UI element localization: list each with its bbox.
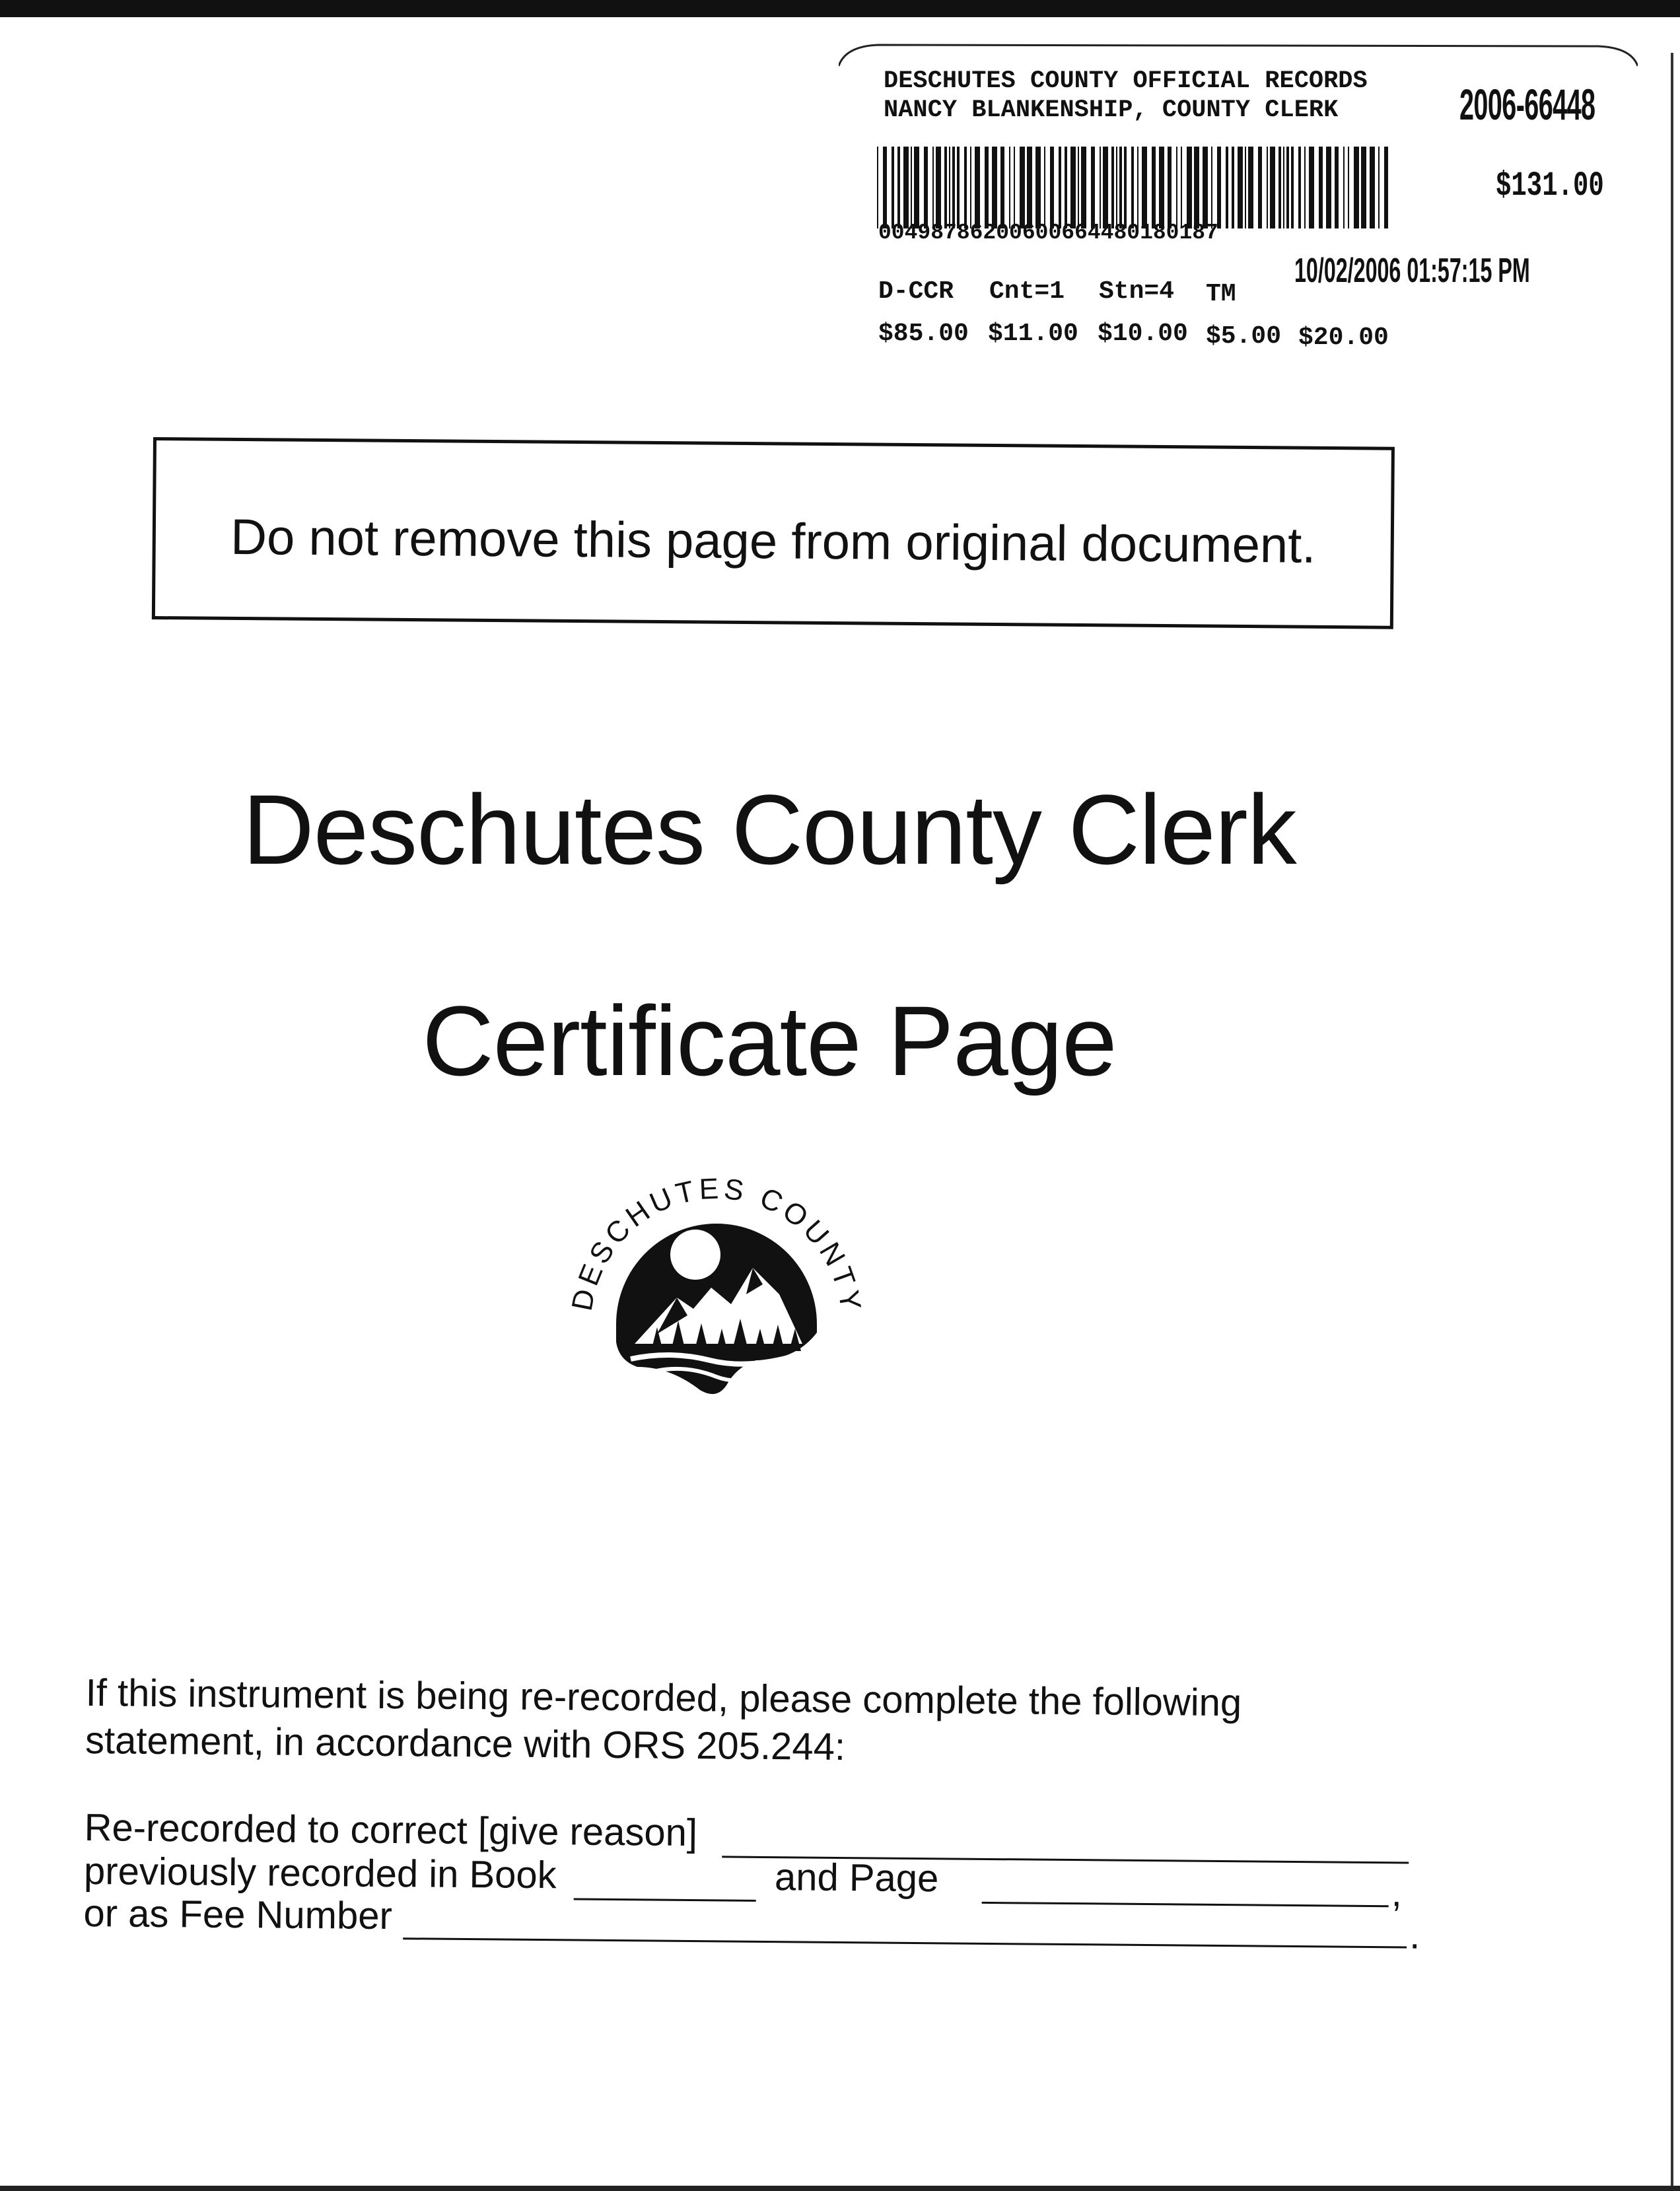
barcode-bar — [1103, 147, 1108, 228]
comma: , — [1391, 1871, 1403, 1915]
barcode-bar — [1009, 147, 1010, 228]
barcode-bar — [1211, 147, 1212, 228]
barcode-bar — [1044, 147, 1045, 228]
fee-code: TM — [1206, 280, 1236, 308]
barcode-bar — [964, 147, 967, 228]
rerecord-intro-line2: statement, in accordance with ORS 205.244: — [85, 1718, 846, 1769]
barcode-bar — [914, 147, 919, 228]
barcode-bar — [1326, 147, 1331, 228]
barcode-number: 00498786200600664480180187 — [878, 221, 1218, 245]
total-fee: $131.00 — [1496, 166, 1604, 205]
barcode-bar — [1384, 147, 1388, 228]
fee-number-label: or as Fee Number — [83, 1891, 393, 1938]
barcode-bar — [1081, 147, 1086, 228]
barcode-bar — [911, 147, 912, 228]
barcode-bar — [1119, 147, 1122, 228]
barcode-bar — [1059, 147, 1061, 228]
barcode-bar — [1335, 147, 1339, 228]
barcode-bar — [903, 147, 909, 228]
rerecord-intro-line1: If this instrument is being re-recorded, please complete the following — [85, 1671, 1242, 1725]
barcode-bar — [1348, 147, 1349, 228]
fee-code: Cnt=1 — [989, 277, 1065, 306]
barcode-bar — [970, 147, 971, 228]
barcode-bar — [1232, 147, 1234, 228]
barcode-bar — [1020, 147, 1025, 228]
barcode-bar — [1298, 147, 1301, 228]
rerecord-instructions — [85, 1669, 1242, 1774]
barcode-bar — [1194, 147, 1199, 228]
barcode-bar — [932, 147, 934, 228]
barcode-bar — [1078, 147, 1079, 228]
barcode-bar — [1370, 147, 1375, 228]
fee-amount: $10.00 — [1098, 320, 1188, 348]
barcode-bar — [1187, 147, 1192, 228]
barcode-bar — [949, 147, 950, 228]
barcode-bar — [1354, 147, 1359, 228]
scan-bottom-edge — [0, 2186, 1680, 2191]
period: . — [1409, 1914, 1420, 1957]
barcode-bar — [877, 147, 878, 228]
barcode-bar — [985, 147, 989, 228]
barcode-bar — [1238, 147, 1243, 228]
barcode-bar — [1116, 147, 1117, 228]
barcode-bar — [1168, 147, 1172, 228]
barcode-bar — [1226, 147, 1228, 228]
barcode-bar — [1142, 147, 1147, 228]
county-clerk-name: NANCY BLANKENSHIP, COUNTY CLERK — [884, 96, 1339, 124]
page-title: Deschutes County Clerk — [242, 774, 1296, 885]
barcode-bar — [1065, 147, 1067, 228]
notice-box — [152, 437, 1395, 629]
barcode-bar — [1291, 147, 1294, 228]
barcode-bar — [1267, 147, 1268, 228]
barcode-bar — [1245, 147, 1246, 228]
barcode-bar — [1258, 147, 1262, 228]
fee-amount: $85.00 — [878, 320, 969, 348]
barcode-bar — [1152, 147, 1156, 228]
barcode-bar — [1100, 147, 1101, 228]
barcode-bar — [1343, 147, 1345, 228]
barcode-bar — [1000, 147, 1004, 228]
rerecord-form — [83, 1799, 1445, 1969]
barcode-bar — [897, 147, 900, 228]
book-field[interactable] — [574, 1898, 756, 1901]
barcode-bar — [1283, 147, 1284, 228]
page-subtitle: Certificate Page — [422, 985, 1117, 1096]
barcode-bar — [1270, 147, 1275, 228]
barcode-bar — [1176, 147, 1177, 228]
barcode-bar — [883, 147, 887, 228]
recording-timestamp: 10/02/2006 01:57:15 PM — [1294, 252, 1530, 290]
barcode-bar — [957, 147, 960, 228]
barcode-bar — [944, 147, 947, 228]
barcode-bar — [1091, 147, 1095, 228]
barcode-bar — [1304, 147, 1306, 228]
fee-amount: $20.00 — [1298, 324, 1389, 352]
reason-label: Re-recorded to correct [give reason] — [84, 1805, 698, 1855]
seal-text: DESCHUTES COUNTY — [565, 1172, 868, 1317]
scan-top-edge — [0, 0, 1680, 17]
barcode-bar — [975, 147, 980, 228]
barcode-bar — [1309, 147, 1314, 228]
barcode-bar — [1278, 147, 1281, 228]
barcode-bar — [936, 147, 941, 228]
fee-amount: $11.00 — [988, 320, 1078, 348]
county-seal-icon — [558, 1162, 875, 1413]
barcode-bar — [952, 147, 955, 228]
barcode-bar — [1131, 147, 1134, 228]
barcode-bar — [1014, 147, 1015, 228]
barcode-bar — [892, 147, 894, 228]
barcode-bar — [1319, 147, 1323, 228]
page-label: and Page — [774, 1856, 939, 1900]
barcode-bar — [1248, 147, 1253, 228]
scan-right-edge — [1671, 53, 1673, 2186]
barcode-bar — [992, 147, 997, 228]
barcode-bar — [1027, 147, 1032, 228]
barcode-bar — [1137, 147, 1138, 228]
barcode-bar — [1124, 147, 1127, 228]
book-label: previously recorded in Book — [83, 1849, 557, 1897]
fee-code: D-CCR — [878, 277, 954, 306]
barcode-bar — [1203, 147, 1208, 228]
notice-text: Do not remove this page from original document. — [230, 508, 1316, 574]
barcode-bar — [1111, 147, 1114, 228]
barcode-bar — [1050, 147, 1054, 228]
barcode-bar — [1378, 147, 1380, 228]
barcode-bar — [1217, 147, 1221, 228]
barcode-bar — [1361, 147, 1366, 228]
fee-amount: $5.00 — [1206, 322, 1282, 351]
fee-code: Stn=4 — [1099, 277, 1175, 306]
barcode — [877, 147, 1399, 228]
barcode-bar — [1181, 147, 1182, 228]
fee-number-field[interactable] — [403, 1937, 1407, 1948]
barcode-bar — [1286, 147, 1289, 228]
barcode-bar — [924, 147, 928, 228]
recording-number: 2006-66448 — [1459, 80, 1595, 129]
barcode-bar — [1159, 147, 1164, 228]
barcode-bar — [1035, 147, 1041, 228]
recording-office: DESCHUTES COUNTY OFFICIAL RECORDS — [884, 67, 1368, 95]
page-field[interactable] — [982, 1902, 1389, 1907]
barcode-bar — [1070, 147, 1076, 228]
